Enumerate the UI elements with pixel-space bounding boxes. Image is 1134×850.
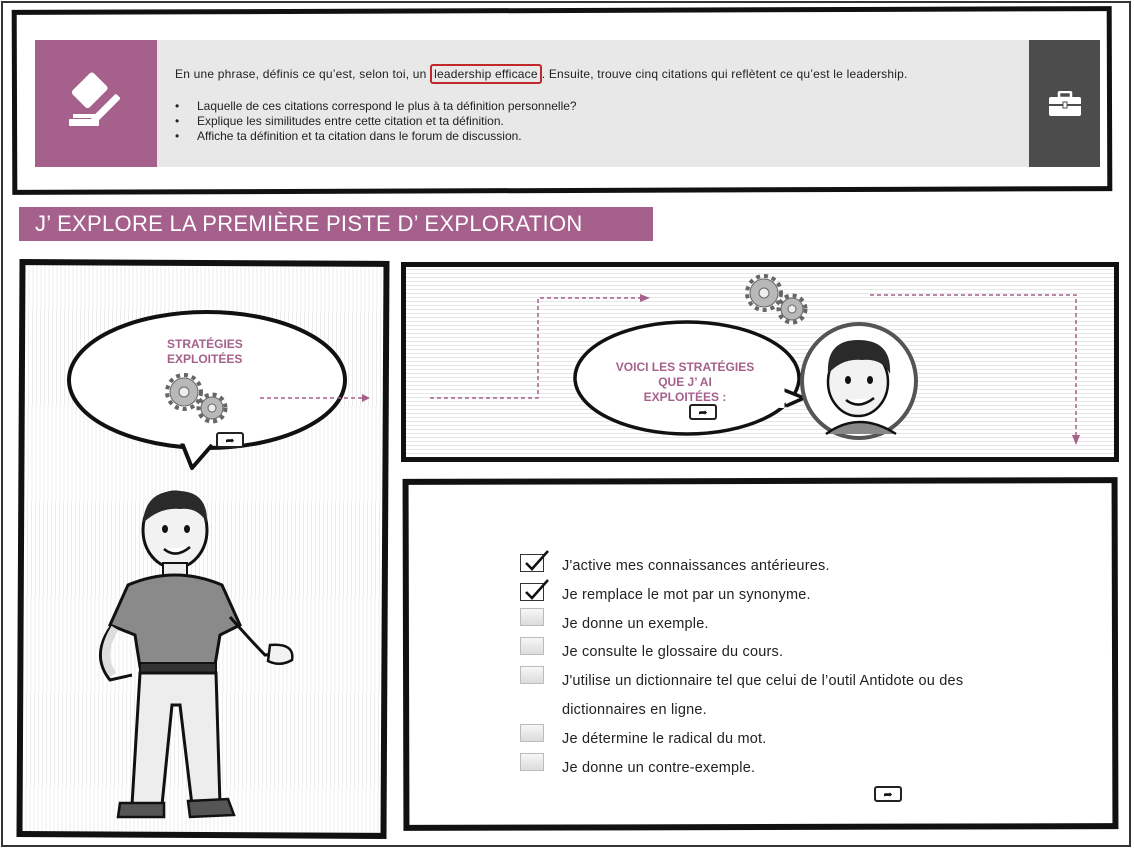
strategy-label: Je détermine le radical du mot. — [562, 731, 767, 747]
highlighted-term: leadership efficace — [430, 64, 542, 84]
right-bubble-label — [600, 360, 770, 405]
next-arrow-icon: ➦ — [225, 434, 235, 447]
flow-arrow-left — [258, 390, 376, 406]
left-bubble-label — [167, 337, 243, 367]
instruction-bullets — [175, 99, 577, 144]
strategy-checkbox[interactable] — [520, 666, 544, 684]
strategy-checkbox[interactable] — [520, 637, 544, 655]
briefcase-tile — [1029, 40, 1100, 167]
gavel-tile — [35, 40, 157, 167]
strategy-label: J'utilise un dictionnaire tel que celui de l’outil Antidote ou des — [562, 673, 964, 689]
strategy-label: Je donne un exemple. — [562, 616, 709, 632]
instruction-text — [175, 67, 907, 81]
strategy-label: Je remplace le mot par un synonyme. — [562, 587, 811, 603]
strategy-checkbox[interactable] — [520, 608, 544, 626]
right-bubble-line2: QUE J’ AI — [658, 375, 712, 389]
section-title: J’ EXPLORE LA PREMIÈRE PISTE D’ EXPLORATION — [19, 207, 653, 241]
instruction-text-start: En une phrase, définis ce qu’est, selon toi, un — [175, 67, 431, 81]
right-bubble-line3: EXPLOITÉES : — [643, 390, 727, 404]
left-bubble-next-button[interactable] — [216, 432, 244, 448]
instruction-text-end: . Ensuite, trouve cinq citations qui reflètent ce qu’est le leadership. — [541, 67, 908, 81]
right-bubble-next-button[interactable] — [689, 404, 717, 420]
strategy-label: Je donne un contre-exemple. — [562, 760, 756, 776]
strategy-checkbox[interactable] — [520, 583, 544, 601]
gavel-icon — [61, 69, 131, 139]
strategy-checkbox[interactable] — [520, 753, 544, 771]
strategy-label: J'active mes connaissances antérieures. — [562, 558, 830, 574]
checklist-next-button[interactable] — [874, 786, 902, 802]
strategy-checkbox[interactable] — [520, 554, 544, 572]
bullet-item: • Affiche ta définition et ta citation dans le forum de discussion. — [175, 129, 577, 144]
strategy-checkbox[interactable] — [520, 724, 544, 742]
right-bubble-line1: VOICI LES STRATÉGIES — [615, 360, 755, 374]
bullet-item: • Explique les similitudes entre cette citation et ta définition. — [175, 114, 577, 129]
character-portrait — [796, 322, 922, 440]
left-bubble-line1: STRATÉGIES — [167, 337, 243, 351]
left-bubble-line2: EXPLOITÉES — [167, 352, 243, 366]
check-icon — [520, 549, 550, 573]
next-arrow-icon: ➦ — [883, 788, 893, 801]
bullet-item: • Laquelle de ces citations correspond le plus à ta définition personnelle? — [175, 99, 577, 114]
strategy-label: Je consulte le glossaire du cours. — [562, 644, 784, 660]
strategy-label: dictionnaires en ligne. — [562, 702, 707, 718]
next-arrow-icon: ➦ — [698, 406, 708, 419]
gears-icon — [160, 372, 232, 424]
check-icon — [520, 578, 550, 602]
briefcase-icon — [1048, 91, 1082, 117]
character-illustration — [80, 485, 310, 825]
